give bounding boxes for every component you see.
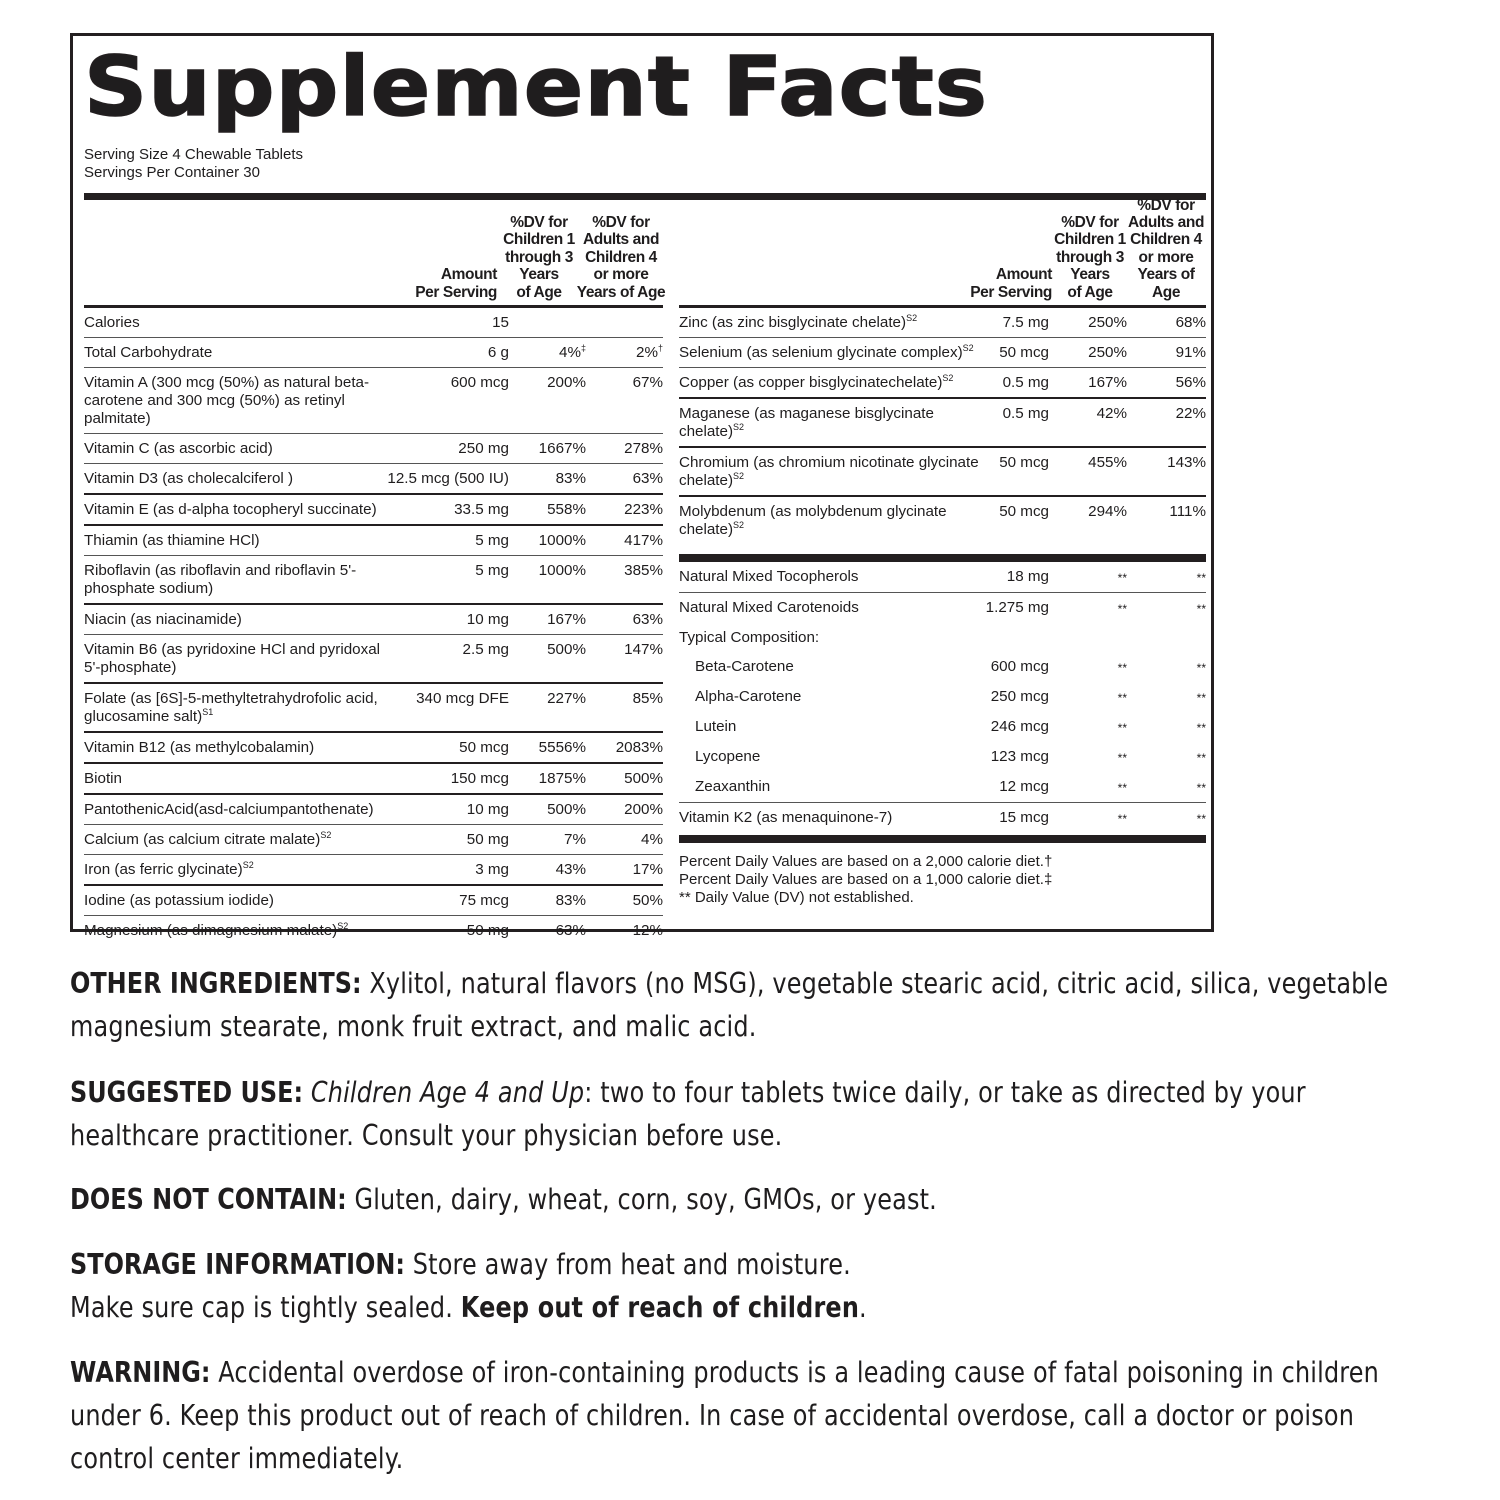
dv-children: 500% [509, 635, 586, 684]
nutrient-name: PantothenicAcid(asd-calciumpantothenate) [84, 794, 387, 825]
section-text: Xylitol, natural flavors (no MSG), vegetable stearic acid, citric acid, silica, vegetable magnesium stearate, monk fruit extract, and malic acid. [70, 967, 1389, 1043]
nutrient-name: Vitamin C (as ascorbic acid) [84, 434, 387, 464]
dv-children: 7% [509, 825, 586, 855]
nutrient-name: Calories [84, 314, 140, 331]
table-row [679, 652, 1206, 682]
dv-adults: 143% [1127, 447, 1206, 496]
dv-adults: 417% [586, 525, 663, 556]
suggested-use-section [70, 1071, 1470, 1157]
nutrient-name: Lutein [695, 718, 737, 735]
nutrient-name: Niacin (as niacinamide) [84, 604, 387, 635]
table-row [679, 682, 1206, 712]
dv-children: 167% [1049, 368, 1127, 399]
amount-per-serving: 0.5 mg [979, 398, 1049, 447]
dv-adults: 63% [586, 464, 663, 495]
dv-adults: 50% [586, 885, 663, 916]
dv-children: 5556% [509, 732, 586, 763]
amount-per-serving: 5 mg [387, 556, 509, 605]
nutrient-name: Typical Composition: [679, 629, 820, 646]
dv-children: 63% [509, 916, 586, 946]
table-row [84, 635, 663, 684]
dv-adults: ** [1196, 721, 1206, 735]
dv-children: 200% [509, 368, 586, 434]
dv-adults: ** [1196, 691, 1206, 705]
dv-adults: 111% [1127, 496, 1206, 544]
left-nutrient-table [84, 308, 663, 945]
dv-children: 4%‡ [509, 338, 586, 368]
table-row [84, 885, 663, 916]
dv-children: ** [1117, 571, 1127, 585]
dv-children: 43% [509, 855, 586, 886]
amount-per-serving: 12 mcg [999, 778, 1049, 795]
nutrient-name: Alpha-Carotene [695, 688, 802, 705]
table-row [84, 525, 663, 556]
nutrient-name: Maganese (as maganese bisglycinate chelate)$^{S2}$ [679, 398, 979, 447]
dv-children: 1667% [509, 434, 586, 464]
amount-per-serving: 10 mg [387, 794, 509, 825]
dv-adults: 56% [1127, 368, 1206, 399]
section-label: STORAGE INFORMATION: [70, 1248, 406, 1281]
nutrient-name: Calcium (as calcium citrate malate)$^{S2}$ [84, 825, 387, 855]
table-row [84, 338, 663, 368]
table-row [84, 556, 663, 605]
nutrient-name: Zinc (as zinc bisglycinate chelate)$^{S2}$ [679, 312, 918, 331]
amount-per-serving: 600 mcg [387, 368, 509, 434]
amount-per-serving: 50 mcg [979, 338, 1049, 368]
serving-size: Serving Size 4 Chewable Tablets [84, 146, 304, 163]
section-label: WARNING: [70, 1356, 211, 1389]
table-row [84, 855, 663, 886]
footnotes [679, 853, 1206, 907]
dv-adults: 223% [586, 494, 663, 525]
table-row [84, 916, 663, 946]
table-row [84, 732, 663, 763]
dv-adults: ** [1196, 661, 1206, 675]
dv-adults [1127, 623, 1206, 652]
footnote: Percent Daily Values are based on a 2,000 calorie diet.† [679, 853, 1053, 870]
dv-adults: 200% [586, 794, 663, 825]
amount-per-serving: 246 mcg [990, 718, 1049, 735]
nutrient-name: Total Carbohydrate [84, 338, 387, 368]
header-dv-adults: %DV for Adults and Children 4 or more Years of Age [1127, 196, 1205, 301]
footnote-thick-rule [679, 835, 1206, 843]
nutrient-name: Selenium (as selenium glycinate complex)$^{S2}$ [679, 338, 979, 368]
nutrient-name: Molybdenum (as molybdenum glycinate chelate)$^{S2}$ [679, 496, 979, 544]
footnote: Percent Daily Values are based on a 1,000 calorie diet.‡ [679, 871, 1053, 888]
section-label: OTHER INGREDIENTS: [70, 967, 362, 1000]
amount-per-serving: 15 mcg [979, 803, 1049, 834]
table-row [84, 604, 663, 635]
dv-children: ** [1117, 721, 1127, 735]
dv-adults: ** [1127, 803, 1206, 834]
table-row [84, 794, 663, 825]
table-row [84, 763, 663, 794]
header-rule [84, 305, 663, 308]
amount-per-serving: 50 mg [387, 825, 509, 855]
dv-adults: ** [1127, 593, 1206, 624]
servings-per-container: Servings Per Container 30 [84, 164, 260, 181]
dv-adults: 278% [586, 434, 663, 464]
header-amount: Amount Per Serving [970, 266, 1052, 301]
dv-adults: 17% [586, 855, 663, 886]
amount-per-serving: 50 mcg [979, 447, 1049, 496]
nutrient-name: Vitamin K2 (as menaquinone-7) [679, 803, 979, 834]
dv-children: 167% [509, 604, 586, 635]
table-row [679, 772, 1206, 803]
nutrient-name: Iron (as ferric glycinate)$^{S2}$ [84, 855, 387, 886]
nutrient-name: Thiamin (as thiamine HCl) [84, 525, 387, 556]
header-rule [679, 305, 1206, 308]
amount-per-serving: 75 mcg [387, 885, 509, 916]
dv-children: 500% [509, 794, 586, 825]
header-amount: Amount Per Serving [415, 266, 497, 301]
dv-children: 83% [509, 464, 586, 495]
section-text: Store away from heat and moisture. [412, 1248, 851, 1281]
nutrient-name: Beta-Carotene [695, 658, 794, 675]
dv-children: 1875% [509, 763, 586, 794]
nutrient-name: Biotin [84, 763, 387, 794]
dv-adults: 500% [586, 763, 663, 794]
dv-children: 294% [1049, 496, 1127, 544]
dv-adults: 2083% [586, 732, 663, 763]
table-row [679, 742, 1206, 772]
dv-children: ** [1117, 781, 1127, 795]
amount-per-serving: 33.5 mg [387, 494, 509, 525]
panel-title: Supplement Facts [84, 40, 989, 135]
other-ingredients-section [70, 962, 1470, 1048]
nutrient-name: Natural Mixed Carotenoids [679, 593, 979, 624]
right-column [679, 196, 1206, 907]
table-row [679, 308, 1206, 338]
dv-adults: 147% [586, 635, 663, 684]
minerals-thick-rule [679, 554, 1206, 562]
dv-children: 42% [1049, 398, 1127, 447]
supplement-facts-panel [70, 33, 1214, 939]
dv-adults: ** [1196, 781, 1206, 795]
section-label: SUGGESTED USE: [70, 1076, 304, 1109]
header-dv-children: %DV for Children 1 through 3 Years of Age [1054, 213, 1126, 301]
header-dv-children: %DV for Children 1 through 3 Years of Age [503, 213, 575, 301]
table-row [84, 494, 663, 525]
dv-children [509, 308, 586, 338]
amount-per-serving: 250 mg [387, 434, 509, 464]
amount-per-serving: 50 mg [387, 916, 509, 946]
dv-adults: 22% [1127, 398, 1206, 447]
dv-adults [586, 308, 663, 338]
nutrient-name: Natural Mixed Tocopherols [679, 568, 859, 585]
nutrient-name: Chromium (as chromium nicotinate glycinate chelate)$^{S2}$ [679, 447, 979, 496]
amount-per-serving: 10 mg [387, 604, 509, 635]
amount-per-serving: 600 mcg [990, 658, 1049, 675]
nutrient-name: Riboflavin (as riboflavin and riboflavin 5'-phosphate sodium) [84, 556, 387, 605]
amount-per-serving: 15 [492, 314, 509, 331]
amount-per-serving [979, 623, 1049, 652]
dv-children: 1000% [509, 525, 586, 556]
top-thick-rule [84, 193, 1206, 200]
amount-per-serving: 50 mcg [387, 732, 509, 763]
table-row [679, 368, 1206, 399]
dv-children: ** [1049, 803, 1127, 834]
dv-adults: ** [1196, 751, 1206, 765]
dv-adults: ** [1196, 571, 1206, 585]
amount-per-serving: 123 mcg [990, 748, 1049, 765]
dv-children: 558% [509, 494, 586, 525]
table-row [679, 338, 1206, 368]
amount-per-serving: 150 mcg [387, 763, 509, 794]
dv-adults: 12% [586, 916, 663, 946]
dv-children: ** [1049, 593, 1127, 624]
amount-per-serving: 250 mcg [990, 688, 1049, 705]
section-bold: Keep out of reach of children [460, 1291, 860, 1324]
section-text: Gluten, dairy, wheat, corn, soy, GMOs, or yeast. [354, 1183, 937, 1216]
nutrient-name: Vitamin D3 (as cholecalciferol ) [84, 464, 387, 495]
dv-adults: 85% [586, 683, 663, 732]
dv-children: 250% [1049, 338, 1127, 368]
nutrient-name: Vitamin B12 (as methylcobalamin) [84, 732, 387, 763]
section-text: : two to four tablets twice daily, or take as directed by your healthcare practitioner. Consult your physician before use. [70, 1076, 1306, 1152]
section-text: Make sure cap is tightly sealed. [70, 1291, 454, 1324]
storage-section: STORAGE INFORMATION: Store away from heat and moisture. Make sure cap is tightly sealed. Keep out of reach of children. [70, 1248, 867, 1324]
left-column [84, 204, 666, 945]
nutrient-name: Vitamin A (300 mcg (50%) as natural beta-carotene and 300 mcg (50%) as retinyl palmitate) [84, 368, 387, 434]
dv-adults: 63% [586, 604, 663, 635]
table-row [679, 712, 1206, 742]
dv-adults: 91% [1127, 338, 1206, 368]
amount-per-serving: 6 g [387, 338, 509, 368]
table-row [84, 308, 663, 338]
header-dv-adults: %DV for Adults and Children 4 or more Years of Age [576, 213, 666, 301]
dv-adults: 68% [1175, 314, 1206, 331]
amount-per-serving: 1.275 mg [979, 593, 1049, 624]
table-row [679, 398, 1206, 447]
dv-children: ** [1117, 691, 1127, 705]
nutrient-name: Iodine (as potassium iodide) [84, 885, 387, 916]
dv-adults: 67% [586, 368, 663, 434]
amount-per-serving: 5 mg [387, 525, 509, 556]
footnote: ** Daily Value (DV) not established. [679, 889, 914, 906]
nutrient-name: Lycopene [695, 748, 761, 765]
amount-per-serving: 18 mg [1006, 568, 1049, 585]
dv-children: 83% [509, 885, 586, 916]
table-row [84, 825, 663, 855]
table-row [84, 683, 663, 732]
warning-section [70, 1351, 1470, 1480]
section-italic: Children Age 4 and Up [310, 1076, 585, 1109]
table-row [84, 434, 663, 464]
nutrient-name: Folate (as [6S]-5-methyltetrahydrofolic acid, glucosamine salt)$^{S1}$ [84, 683, 387, 732]
dv-children: ** [1117, 661, 1127, 675]
nutrient-name: Vitamin B6 (as pyridoxine HCl and pyridoxal 5'-phosphate) [84, 635, 387, 684]
dv-children: ** [1117, 751, 1127, 765]
nutrient-name: Zeaxanthin [695, 778, 771, 795]
table-row [679, 562, 1206, 593]
table-row [679, 496, 1206, 544]
dv-children: 250% [1088, 314, 1127, 331]
dv-children: 227% [509, 683, 586, 732]
dv-children [1049, 623, 1127, 652]
dv-adults: 385% [586, 556, 663, 605]
section-label: DOES NOT CONTAIN: [70, 1183, 347, 1216]
table-row [84, 464, 663, 495]
amount-per-serving: 340 mcg DFE [387, 683, 509, 732]
does-not-contain-section [70, 1178, 1470, 1221]
left-header [84, 204, 666, 305]
dv-children: 1000% [509, 556, 586, 605]
dv-children: 455% [1049, 447, 1127, 496]
table-row [84, 368, 663, 434]
right-mineral-table [679, 308, 1206, 544]
amount-per-serving: 3 mg [387, 855, 509, 886]
amount-per-serving: 2.5 mg [387, 635, 509, 684]
table-row [679, 803, 1206, 834]
table-row [679, 593, 1206, 624]
other-ingredients-table [679, 562, 1206, 833]
amount-per-serving: 7.5 mg [1002, 314, 1049, 331]
table-row [679, 623, 1206, 652]
amount-per-serving: 12.5 mcg (500 IU) [387, 464, 509, 495]
nutrient-name: Copper (as copper bisglycinatechelate)$^{S2}$ [679, 368, 979, 399]
right-header [679, 196, 1206, 305]
dv-adults: 2%† [586, 338, 663, 368]
serving-info [84, 146, 303, 182]
table-row [679, 447, 1206, 496]
amount-per-serving: 0.5 mg [979, 368, 1049, 399]
section-text: Accidental overdose of iron-containing products is a leading cause of fatal poisoning in children under 6. Keep this product out of reach of children. In case of accidental overdose, call a doctor or poison control center immediately. [70, 1356, 1380, 1475]
nutrient-name: Magnesium (as dimagnesium malate)$^{S2}$ [84, 916, 387, 946]
nutrient-name: Vitamin E (as d-alpha tocopheryl succinate) [84, 494, 387, 525]
dv-adults: 4% [586, 825, 663, 855]
amount-per-serving: 50 mcg [979, 496, 1049, 544]
